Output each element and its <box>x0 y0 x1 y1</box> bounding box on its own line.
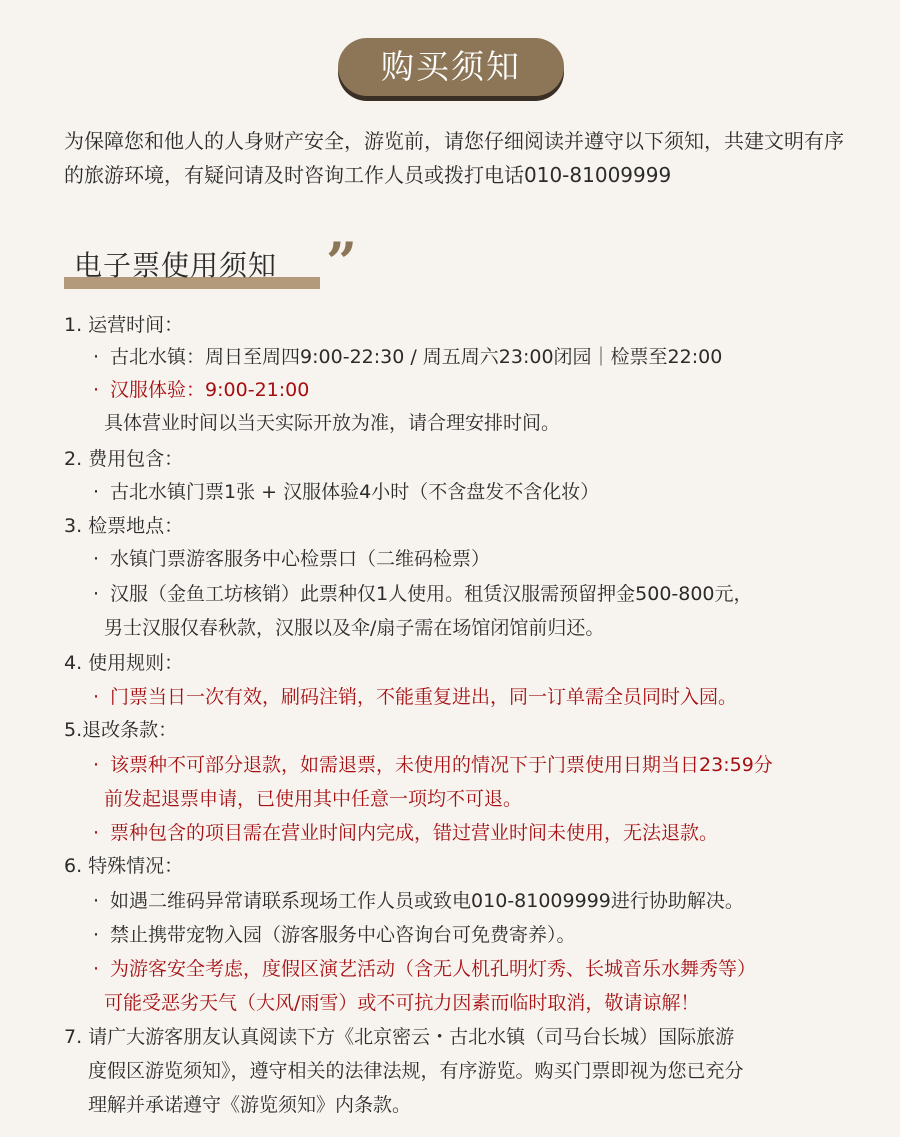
bullet-icon: · <box>92 890 100 912</box>
bullet-text: 水镇门票游客服务中心检票口（二维码检票） <box>110 548 491 570</box>
bullet-text: 禁止携带宠物入园（游客服务中心咨询台可免费寄养）。 <box>110 924 576 946</box>
list-item-continuation: 理解并承诺遵守《游览须知》内条款。 <box>88 1094 412 1116</box>
list-item-heading: 6. 特殊情况： <box>64 855 184 877</box>
bullet-icon: · <box>92 958 100 980</box>
bullet-text: 该票种不可部分退款，如需退票，未使用的情况下于门票使用日期当日23:59分 <box>110 754 773 776</box>
list-item-bullet <box>88 682 737 712</box>
list-item-bullet <box>88 544 490 574</box>
list-item-bullet <box>88 886 744 916</box>
list-item-heading: 3. 检票地点： <box>64 515 184 537</box>
list-item-continuation: 前发起退票申请，已使用其中任意一项均不可退。 <box>104 788 523 810</box>
bullet-text: 汉服体验：9:00-21:00 <box>110 379 310 401</box>
list-item-heading: 7. 请广大游客朋友认真阅读下方《北京密云・古北水镇（司马台长城）国际旅游 <box>64 1026 735 1048</box>
page-title-badge: 购买须知 <box>338 38 564 96</box>
section-heading <box>64 230 358 294</box>
list-item-bullet <box>88 818 718 848</box>
bullet-text: 票种包含的项目需在营业时间内完成，错过营业时间未使用，无法退款。 <box>110 822 719 844</box>
bullet-icon: · <box>92 754 100 776</box>
bullet-text: 汉服（金鱼工坊核销）此票种仅1人使用。租赁汉服需预留押金500-800元， <box>110 583 753 605</box>
bullet-text: 如遇二维码异常请联系现场工作人员或致电010-81009999进行协助解决。 <box>110 890 744 912</box>
list-item-bullet <box>88 954 756 984</box>
bullet-text: 为游客安全考虑，度假区演艺活动（含无人机孔明灯秀、长城音乐水舞秀等） <box>110 958 757 980</box>
intro-text: 为保障您和他人的人身财产安全，游览前，请您仔细阅读并遵守以下须知，共建文明有序的旅游环境，有疑问请及时咨询工作人员或拨打电话010-81009999 <box>64 129 844 187</box>
list-item-heading: 4. 使用规则： <box>64 652 184 674</box>
bullet-text: 古北水镇：周日至周四9:00-22:30 / 周五周六23:00闭园｜检票至22:00 <box>110 346 723 368</box>
list-item-continuation: 度假区游览须知》，遵守相关的法律法规，有序游览。购买门票即视为您已充分 <box>88 1060 744 1082</box>
list-item-continuation: 可能受恶劣天气（大风/雨雪）或不可抗力因素而临时取消，敬请谅解！ <box>104 992 700 1014</box>
list-item-heading: 1. 运营时间： <box>64 314 184 336</box>
list-item-bullet <box>88 375 309 405</box>
list-item-bullet <box>88 579 753 609</box>
list-item-bullet <box>88 750 773 780</box>
list-item-continuation: 男士汉服仅春秋款，汉服以及伞/扇子需在场馆闭馆前归还。 <box>104 617 605 639</box>
list-item-heading: 2. 费用包含： <box>64 448 184 470</box>
bullet-icon: · <box>92 822 100 844</box>
bullet-text: 门票当日一次有效，刷码注销，不能重复进出，同一订单需全员同时入园。 <box>110 686 738 708</box>
bullet-text: 古北水镇门票1张 + 汉服体验4小时（不含盘发不含化妆） <box>110 481 600 503</box>
list-item-bullet <box>88 920 576 950</box>
bullet-icon: · <box>92 686 100 708</box>
bullet-icon: · <box>92 548 100 570</box>
list-item-heading: 5.退改条款： <box>64 719 178 741</box>
bullet-icon: · <box>92 346 100 368</box>
list-item-bullet <box>88 477 599 507</box>
bullet-icon: · <box>92 481 100 503</box>
quote-mark-icon: ” <box>326 230 358 294</box>
section-title: 电子票使用须知 <box>74 249 278 282</box>
bullet-icon: · <box>92 583 100 605</box>
list-item-note: 具体营业时间以当天实际开放为准，请合理安排时间。 <box>104 412 561 434</box>
bullet-icon: · <box>92 924 100 946</box>
list-item-bullet <box>88 342 722 372</box>
bullet-icon: · <box>92 379 100 401</box>
